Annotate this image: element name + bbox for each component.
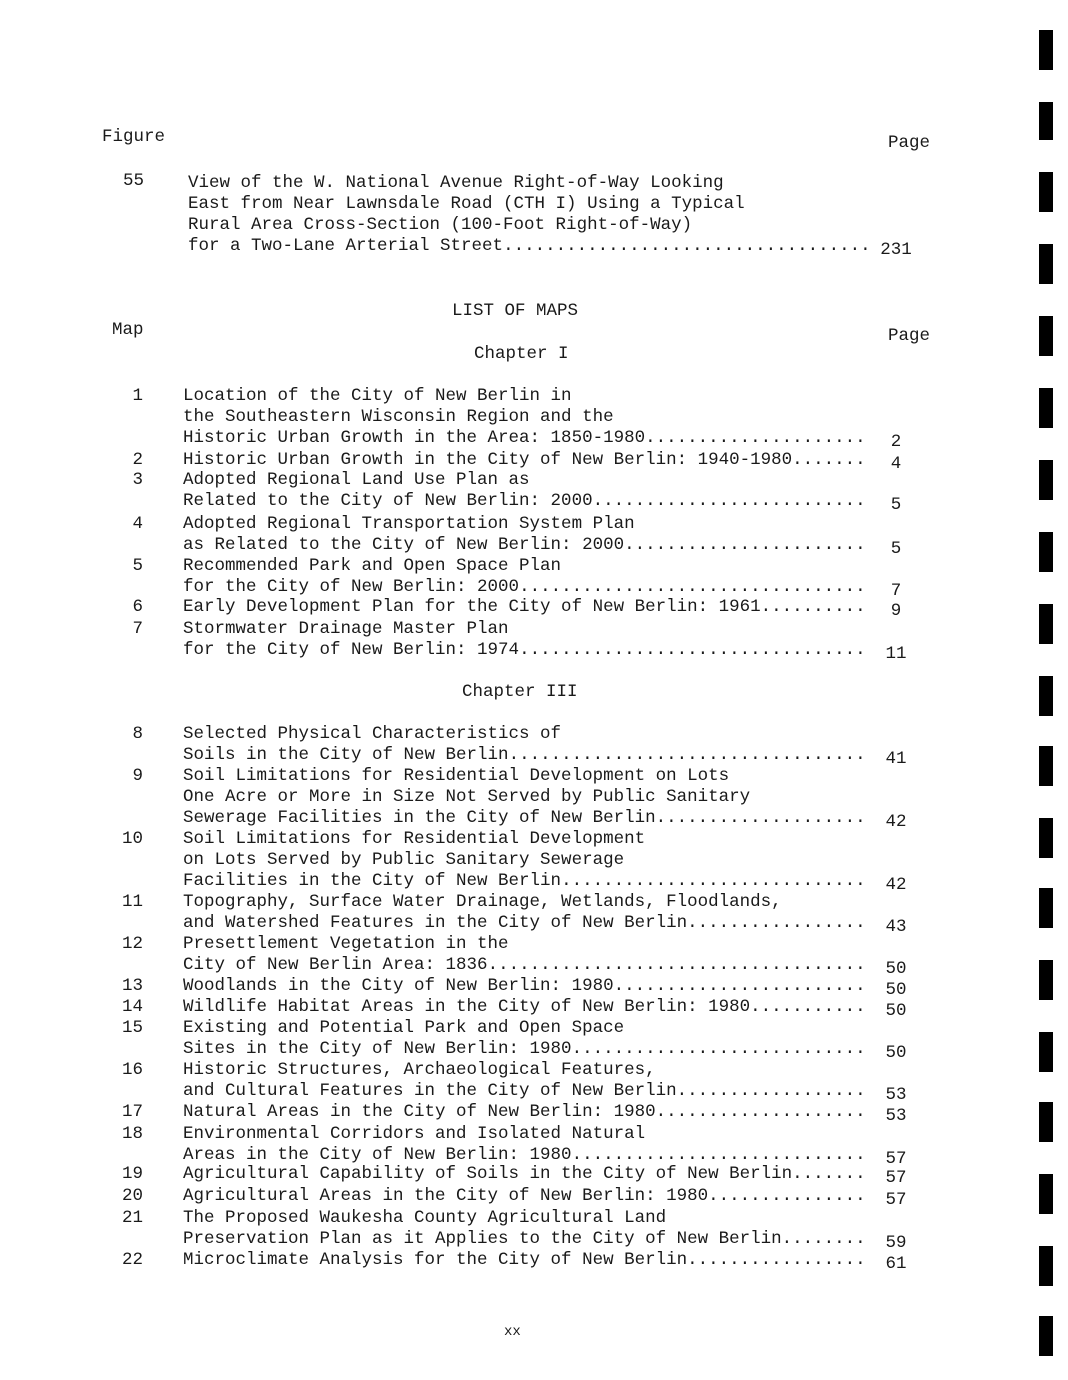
- binding-bar: [1039, 1316, 1053, 1356]
- leader-dots: [519, 640, 863, 661]
- map-title: [183, 597, 863, 618]
- map-number: 5: [132, 556, 143, 576]
- map-title: [183, 766, 863, 829]
- map-title: [183, 997, 863, 1018]
- binding-bar: [1039, 172, 1053, 212]
- map-page-number: 57: [885, 1149, 907, 1169]
- map-page-number: 43: [885, 917, 907, 937]
- map-title: [183, 450, 863, 471]
- binding-bar: [1039, 244, 1053, 284]
- map-number: 4: [132, 514, 143, 534]
- map-title-line: Historic Urban Growth in the City of New Berlin: 1940-1980: [183, 450, 793, 470]
- binding-bar: [1039, 818, 1053, 858]
- leader-dots: [645, 428, 863, 449]
- leader-dots: [614, 976, 863, 997]
- map-number: 22: [121, 1250, 143, 1270]
- map-title-line: and Cultural Features in the City of New Berlin: [183, 1081, 677, 1101]
- map-title-line: Adopted Regional Land Use Plan as: [183, 470, 530, 490]
- map-page-number: 5: [890, 539, 902, 559]
- leader-dots: [656, 808, 863, 829]
- map-title: [183, 892, 863, 934]
- map-title-line: Stormwater Drainage Master Plan: [183, 619, 509, 639]
- map-title-line: on Lots Served by Public Sanitary Sewerage: [183, 850, 625, 870]
- map-number: 18: [121, 1124, 143, 1144]
- map-title-line: for the City of New Berlin: 2000: [183, 577, 520, 597]
- leader-dots: [750, 997, 863, 1018]
- leader-dots: [761, 597, 863, 618]
- map-column-label: Map: [112, 320, 144, 340]
- map-title-line: Related to the City of New Berlin: 2000: [183, 491, 593, 511]
- chapter-heading: Chapter III: [462, 682, 578, 702]
- map-title: [183, 1018, 863, 1060]
- map-number: 20: [121, 1186, 143, 1206]
- leader-dots: [593, 491, 863, 512]
- leader-dots: [572, 1039, 863, 1060]
- map-number: 7: [132, 619, 143, 639]
- map-title-line: Historic Structures, Archaeological Features,: [183, 1060, 656, 1080]
- figure-line: East from Near Lawnsdale Road (CTH I) Using a Typical: [188, 194, 745, 214]
- map-title-line: Selected Physical Characteristics of: [183, 724, 562, 744]
- figure-description: [188, 173, 868, 257]
- map-page-number: 53: [885, 1106, 907, 1126]
- list-of-maps-title: LIST OF MAPS: [452, 301, 579, 321]
- map-number: 6: [132, 597, 143, 617]
- map-title-line: Topography, Surface Water Drainage, Wetlands, Floodlands,: [183, 892, 782, 912]
- map-number: 1: [132, 386, 143, 406]
- map-title-line: Soil Limitations for Residential Development on Lots: [183, 766, 730, 786]
- map-page-number: 53: [885, 1085, 907, 1105]
- map-number: 13: [121, 976, 143, 996]
- map-number: 10: [121, 829, 143, 849]
- map-title-line: The Proposed Waukesha County Agricultural Land: [183, 1208, 667, 1228]
- map-title-line: Sites in the City of New Berlin: 1980: [183, 1039, 572, 1059]
- leader-dots: [488, 955, 863, 976]
- map-number: 14: [121, 997, 143, 1017]
- map-number: 15: [121, 1018, 143, 1038]
- map-number: 16: [121, 1060, 143, 1080]
- map-page-number: 59: [885, 1233, 907, 1253]
- leader-dots: [509, 745, 863, 766]
- map-page-number: 42: [885, 875, 907, 895]
- figure-number: 55: [122, 171, 144, 191]
- map-title-line: Microclimate Analysis for the City of New Berlin: [183, 1250, 688, 1270]
- map-title: [183, 1060, 863, 1102]
- map-number: 9: [132, 766, 143, 786]
- map-title-line: Areas in the City of New Berlin: 1980: [183, 1145, 572, 1165]
- map-title: [183, 829, 863, 892]
- map-title: [183, 470, 863, 512]
- binding-bar: [1039, 1174, 1053, 1214]
- binding-bar: [1039, 460, 1053, 500]
- leader-dots: [503, 236, 868, 257]
- map-page-number: 4: [890, 454, 902, 474]
- figure-column-label: Figure: [102, 127, 166, 147]
- map-title-line: Sewerage Facilities in the City of New Berlin: [183, 808, 656, 828]
- map-page-number: 5: [890, 495, 902, 515]
- map-title-line: Recommended Park and Open Space Plan: [183, 556, 562, 576]
- figure-line: Rural Area Cross-Section (100-Foot Right-of-Way): [188, 215, 693, 235]
- map-title-line: Natural Areas in the City of New Berlin: 1980: [183, 1102, 656, 1122]
- map-number: 11: [121, 892, 143, 912]
- map-title-line: Environmental Corridors and Isolated Natural: [183, 1124, 646, 1144]
- map-title-line: Historic Urban Growth in the Area: 1850-1980: [183, 428, 646, 448]
- leader-dots: [519, 577, 863, 598]
- chapter-heading: Chapter I: [474, 344, 569, 364]
- map-title: [183, 976, 863, 997]
- map-title-line: Early Development Plan for the City of New Berlin: 1961: [183, 597, 761, 617]
- footer-page-number: xx: [504, 1324, 521, 1340]
- figure-line: for a Two-Lane Arterial Street: [188, 236, 504, 256]
- map-page-number: 41: [885, 749, 907, 769]
- map-title-line: for the City of New Berlin: 1974: [183, 640, 520, 660]
- map-title-line: Existing and Potential Park and Open Space: [183, 1018, 625, 1038]
- leader-dots: [792, 1164, 863, 1185]
- binding-bar: [1039, 1102, 1053, 1142]
- map-title: [183, 1102, 863, 1123]
- figure-line: View of the W. National Avenue Right-of-Way Looking: [188, 173, 724, 193]
- map-page-number: 57: [885, 1168, 907, 1188]
- leader-dots: [782, 1229, 863, 1250]
- map-title-line: Presettlement Vegetation in the: [183, 934, 509, 954]
- leader-dots: [677, 1081, 863, 1102]
- map-title-line: Location of the City of New Berlin in: [183, 386, 572, 406]
- map-title: [183, 619, 863, 661]
- leader-dots: [792, 450, 863, 471]
- map-title-line: Agricultural Capability of Soils in the City of New Berlin: [183, 1164, 793, 1184]
- map-page-number: 9: [890, 601, 902, 621]
- map-page-number: 42: [885, 812, 907, 832]
- map-number: 17: [121, 1102, 143, 1122]
- leader-dots: [656, 1102, 863, 1123]
- map-title: [183, 934, 863, 976]
- leader-dots: [708, 1186, 863, 1207]
- leader-dots: [572, 1145, 863, 1166]
- map-number: 21: [121, 1208, 143, 1228]
- map-page-number: 50: [885, 1043, 907, 1063]
- map-number: 19: [121, 1164, 143, 1184]
- map-title-line: Soils in the City of New Berlin: [183, 745, 509, 765]
- leader-dots: [687, 913, 863, 934]
- map-title: [183, 514, 863, 556]
- binding-bar: [1039, 676, 1053, 716]
- binding-bar: [1039, 1246, 1053, 1286]
- map-page-column-label: Page: [888, 326, 931, 346]
- binding-bar: [1039, 960, 1053, 1000]
- binding-bar: [1039, 888, 1053, 928]
- map-title: [183, 1186, 863, 1207]
- map-title: [183, 1164, 863, 1185]
- map-title-line: City of New Berlin Area: 1836: [183, 955, 488, 975]
- map-title-line: Adopted Regional Transportation System Plan: [183, 514, 635, 534]
- figure-page-number: 231: [880, 240, 912, 260]
- map-title: [183, 386, 863, 449]
- map-number: 3: [132, 470, 143, 490]
- map-title-line: Woodlands in the City of New Berlin: 1980: [183, 976, 614, 996]
- binding-bar: [1039, 102, 1053, 140]
- map-page-number: 11: [885, 644, 907, 664]
- map-title: [183, 556, 863, 598]
- map-page-number: 7: [890, 581, 902, 601]
- binding-bar: [1039, 316, 1053, 356]
- map-title: [183, 1208, 863, 1250]
- map-title-line: as Related to the City of New Berlin: 2000: [183, 535, 625, 555]
- map-page-number: 2: [890, 432, 902, 452]
- binding-bar: [1039, 532, 1053, 572]
- binding-bar: [1039, 1032, 1053, 1072]
- map-title-line: Facilities in the City of New Berlin: [183, 871, 562, 891]
- map-title-line: Wildlife Habitat Areas in the City of New Berlin: 1980: [183, 997, 751, 1017]
- map-page-number: 61: [885, 1254, 907, 1274]
- map-number: 2: [132, 450, 143, 470]
- map-page-number: 50: [885, 980, 907, 1000]
- map-title-line: and Watershed Features in the City of New Berlin: [183, 913, 688, 933]
- map-title-line: Agricultural Areas in the City of New Berlin: 1980: [183, 1186, 709, 1206]
- map-title-line: Preservation Plan as it Applies to the City of New Berlin: [183, 1229, 782, 1249]
- map-page-number: 57: [885, 1190, 907, 1210]
- map-page-number: 50: [885, 959, 907, 979]
- map-number: 12: [121, 934, 143, 954]
- leader-dots: [624, 535, 863, 556]
- map-title-line: Soil Limitations for Residential Development: [183, 829, 646, 849]
- map-title-line: One Acre or More in Size Not Served by Public Sanitary: [183, 787, 751, 807]
- binding-bar: [1039, 388, 1053, 428]
- figure-page-column-label: Page: [888, 133, 931, 153]
- leader-dots: [687, 1250, 863, 1271]
- binding-bar: [1039, 746, 1053, 786]
- map-title: [183, 724, 863, 766]
- map-page-number: 50: [885, 1001, 907, 1021]
- map-title-line: the Southeastern Wisconsin Region and the: [183, 407, 614, 427]
- map-title: [183, 1250, 863, 1271]
- binding-bar: [1039, 604, 1053, 644]
- leader-dots: [561, 871, 863, 892]
- map-title: [183, 1124, 863, 1166]
- map-number: 8: [132, 724, 143, 744]
- binding-bar: [1039, 30, 1053, 70]
